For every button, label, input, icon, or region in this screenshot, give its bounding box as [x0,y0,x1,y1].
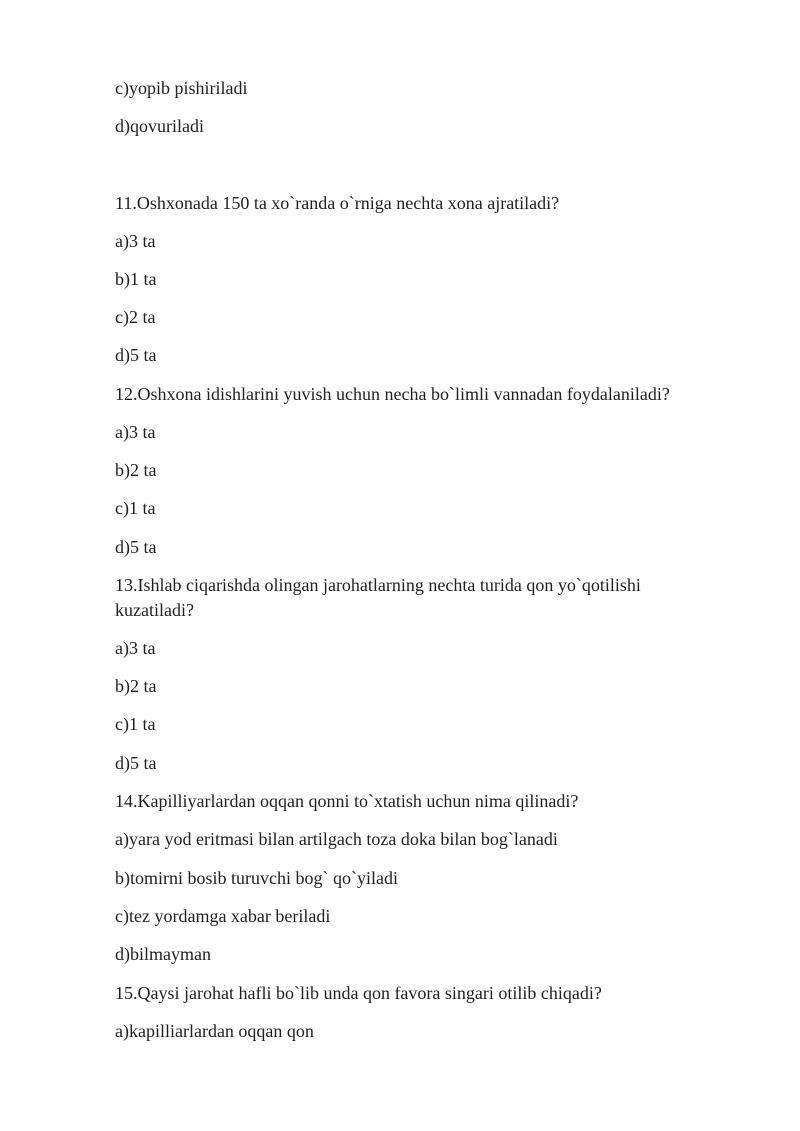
question-13-line-2: kuzatiladi? [115,600,194,620]
question-13-line-1: 13.Ishlab ciqarishda olingan jarohatlarning nechta turida qon yo`qotilishi [115,575,641,595]
option-12a: a)3 ta [115,422,156,442]
option-10d: d)qovuriladi [115,116,204,136]
option-12c: c)1 ta [115,498,156,518]
option-11b: b)1 ta [115,269,157,289]
option-14c: c)tez yordamga xabar beriladi [115,906,331,926]
option-12d: d)5 ta [115,537,157,557]
option-12b: b)2 ta [115,460,157,480]
option-10c: c)yopib pishiriladi [115,78,248,98]
question-15: 15.Qaysi jarohat hafli bo`lib unda qon favora singari otilib chiqadi? [115,983,602,1003]
option-11a: a)3 ta [115,231,156,251]
question-14: 14.Kapilliyarlardan oqqan qonni to`xtatish uchun nima qilinadi? [115,791,579,811]
option-14d: d)bilmayman [115,944,211,964]
option-11d: d)5 ta [115,345,157,365]
option-13d: d)5 ta [115,753,157,773]
option-14b: b)tomirni bosib turuvchi bog` qo`yiladi [115,868,398,888]
option-14a: a)yara yod eritmasi bilan artilgach toza doka bilan bog`lanadi [115,829,558,849]
option-13c: c)1 ta [115,714,156,734]
option-11c: c)2 ta [115,307,156,327]
option-15a: a)kapilliarlardan oqqan qon [115,1021,314,1041]
question-11: 11.Oshxonada 150 ta xo`randa o`rniga nechta xona ajratiladi? [115,193,560,213]
option-13a: a)3 ta [115,638,156,658]
question-12: 12.Oshxona idishlarini yuvish uchun necha bo`limli vannadan foydalaniladi? [115,384,670,404]
option-13b: b)2 ta [115,676,157,696]
